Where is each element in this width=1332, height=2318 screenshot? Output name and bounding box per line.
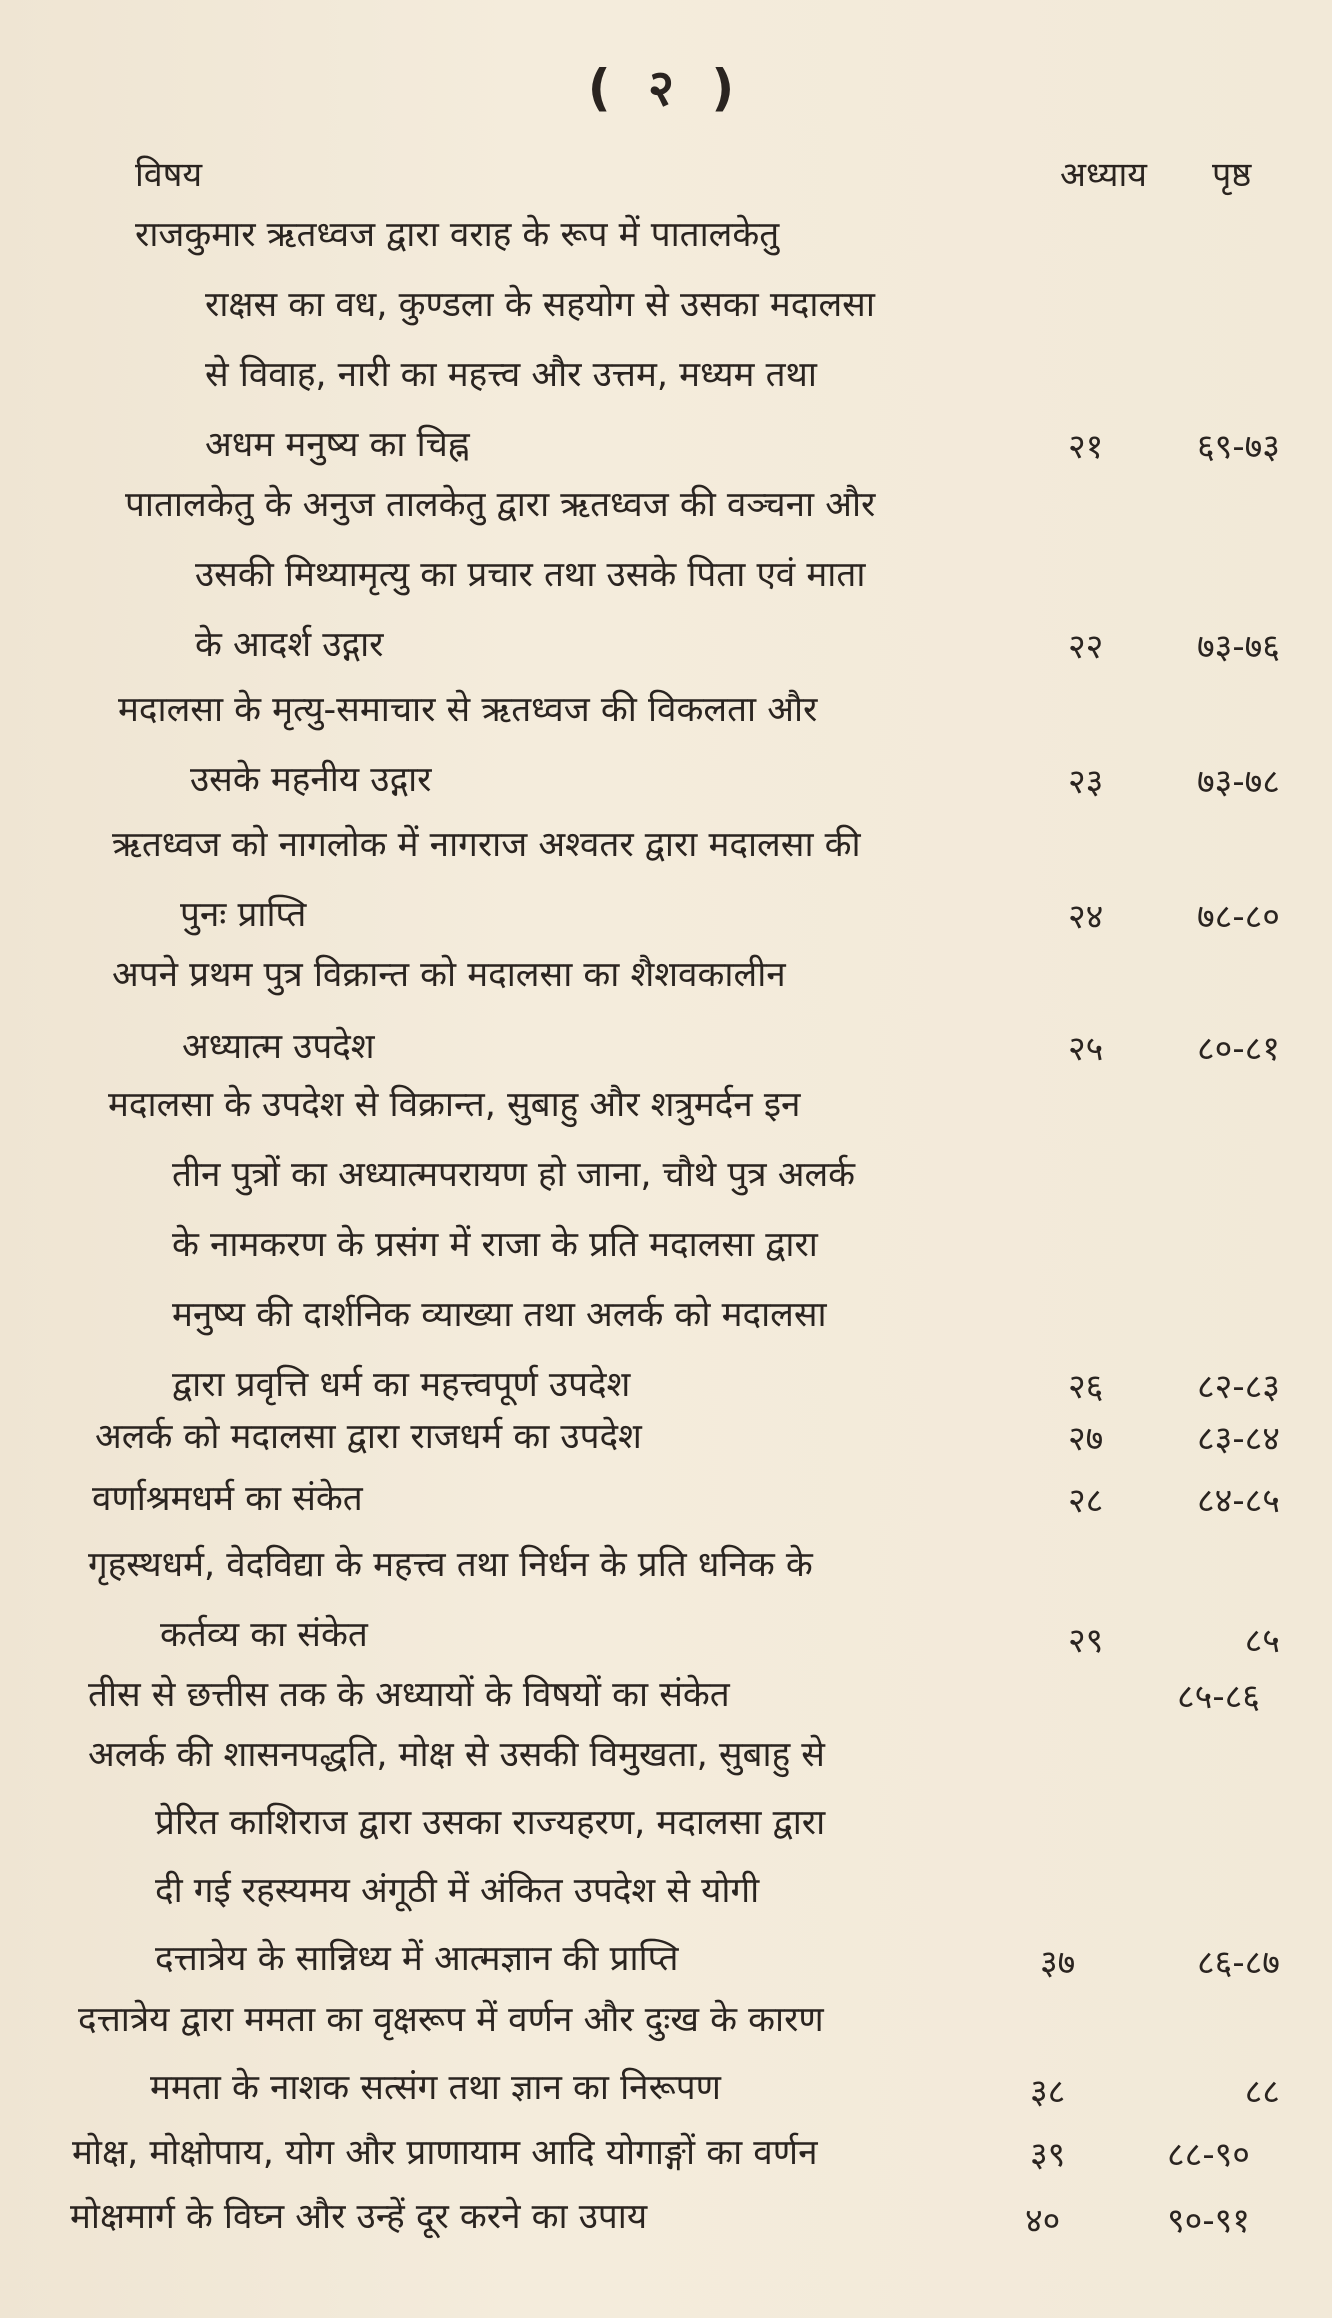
entry-text-line: गृहस्थधर्म, वेदविद्या के महत्त्व तथा निर्धन के प्रति धनिक के: [88, 1545, 813, 1585]
chapter-number: २६: [1068, 1367, 1104, 1407]
toc-entry: [0, 2128, 1332, 2188]
chapter-number: ३७: [1040, 1943, 1076, 1983]
toc-entry: [0, 2192, 1332, 2252]
toc-entry: [0, 1730, 1332, 1990]
toc-entry: [0, 820, 1332, 950]
page-range: ७८-८०: [1197, 897, 1280, 937]
page-range: ७३-७६: [1197, 627, 1280, 667]
column-header-subject: विषय: [135, 155, 203, 195]
toc-entry: [0, 950, 1332, 1080]
entry-text-line: मनुष्य की दार्शनिक व्याख्या तथा अलर्क को मदालसा: [172, 1295, 827, 1335]
chapter-number: २५: [1068, 1029, 1104, 1069]
toc-entry: [0, 1412, 1332, 1472]
toc-entry: [0, 1080, 1332, 1410]
page-range: ८६-८७: [1197, 1943, 1280, 1983]
column-header-page: पृष्ठ: [1212, 155, 1252, 195]
page-range: ६९-७३: [1197, 427, 1280, 467]
entry-text-line: कर्तव्य का संकेत: [160, 1615, 368, 1655]
entry-text-line: उसकी मिथ्यामृत्यु का प्रचार तथा उसके पिता एवं माता: [195, 555, 866, 595]
chapter-number: २८: [1068, 1481, 1104, 1521]
chapter-number: २७: [1068, 1419, 1104, 1459]
entry-text-line: से विवाह, नारी का महत्त्व और उत्तम, मध्यम तथा: [205, 355, 817, 395]
chapter-number: ३८: [1030, 2072, 1066, 2112]
page-range: ८४-८५: [1197, 1481, 1280, 1521]
toc-entry: [0, 480, 1332, 680]
toc-entry: [0, 685, 1332, 815]
entry-text-line: दत्तात्रेय द्वारा ममता का वृक्षरूप में वर्णन और दुःख के कारण: [78, 2000, 824, 2040]
chapter-number: २३: [1068, 762, 1104, 802]
page-range: ८८: [1244, 2072, 1280, 2112]
page-range: ८३-८४: [1197, 1419, 1280, 1459]
entry-text-line: दत्तात्रेय के सान्निध्य में आत्मज्ञान की प्राप्ति: [155, 1939, 679, 1979]
chapter-number: २२: [1068, 627, 1104, 667]
page-range: ९०-९१: [1167, 2201, 1250, 2241]
entry-text-line: अध्यात्म उपदेश: [182, 1027, 375, 1067]
chapter-number: २९: [1068, 1621, 1104, 1661]
entry-text-line: तीस से छत्तीस तक के अध्यायों के विषयों का संकेत: [88, 1675, 730, 1715]
entry-text-line: द्वारा प्रवृत्ति धर्म का महत्त्वपूर्ण उपदेश: [172, 1365, 631, 1405]
toc-entry: [0, 1995, 1332, 2125]
entry-text-line: तीन पुत्रों का अध्यात्मपरायण हो जाना, चौथे पुत्र अलर्क: [172, 1155, 856, 1195]
chapter-number: ४०: [1025, 2201, 1061, 2241]
entry-text-line: मदालसा के मृत्यु-समाचार से ऋतध्वज की विकलता और: [118, 690, 818, 730]
entry-text-line: उसके महनीय उद्गार: [190, 760, 432, 800]
page-range: ८५-८६: [1177, 1677, 1260, 1717]
entry-text-line: राजकुमार ऋतध्वज द्वारा वराह के रूप में पातालकेतु: [135, 215, 780, 255]
column-header-chapter: अध्याय: [1060, 155, 1148, 195]
entry-text-line: राक्षस का वध, कुण्डला के सहयोग से उसका मदालसा: [205, 285, 875, 325]
toc-entry: [0, 1540, 1332, 1670]
page-range: ७३-७८: [1197, 762, 1280, 802]
page-range: ८५: [1244, 1621, 1280, 1661]
entry-text-line: ममता के नाशक सत्संग तथा ज्ञान का निरूपण: [150, 2068, 721, 2108]
entry-text-line: अलर्क की शासनपद्धति, मोक्ष से उसकी विमुखता, सुबाहु से: [88, 1735, 825, 1775]
entry-text-line: पातालकेतु के अनुज तालकेतु द्वारा ऋतध्वज की वञ्चना और: [125, 485, 876, 525]
chapter-number: २१: [1068, 427, 1104, 467]
page-range: ८२-८३: [1197, 1367, 1280, 1407]
page-number: ( २ ): [587, 59, 745, 117]
page-range: ८०-८१: [1197, 1029, 1280, 1069]
entry-text-line: के नामकरण के प्रसंग में राजा के प्रति मदालसा द्वारा: [172, 1225, 818, 1265]
entry-text-line: अधम मनुष्य का चिह्न: [205, 425, 470, 465]
entry-text-line: मोक्षमार्ग के विघ्न और उन्हें दूर करने का उपाय: [70, 2197, 648, 2237]
toc-entry: [0, 1670, 1332, 1730]
entry-text-line: प्रेरित काशिराज द्वारा उसका राज्यहरण, मदालसा द्वारा: [155, 1803, 826, 1843]
entry-text-line: वर्णाश्रमधर्म का संकेत: [92, 1479, 363, 1519]
entry-text-line: के आदर्श उद्गार: [195, 625, 384, 665]
entry-text-line: अलर्क को मदालसा द्वारा राजधर्म का उपदेश: [95, 1417, 642, 1457]
chapter-number: ३९: [1030, 2135, 1066, 2175]
chapter-number: २४: [1068, 897, 1104, 937]
toc-entry: [0, 1474, 1332, 1534]
column-header-row: [0, 150, 1332, 210]
toc-entry: [0, 210, 1332, 467]
page-range: ८८-९०: [1167, 2135, 1250, 2175]
entry-text-line: अपने प्रथम पुत्र विक्रान्त को मदालसा का शैशवकालीन: [112, 955, 786, 995]
entry-text-line: दी गई रहस्यमय अंगूठी में अंकित उपदेश से योगी: [155, 1871, 760, 1911]
entry-text-line: मोक्ष, मोक्षोपाय, योग और प्राणायाम आदि योगाङ्गों का वर्णन: [72, 2133, 818, 2173]
entry-text-line: ऋतध्वज को नागलोक में नागराज अश्वतर द्वारा मदालसा की: [112, 825, 861, 865]
entry-text-line: पुनः प्राप्ति: [180, 895, 307, 935]
entry-text-line: मदालसा के उपदेश से विक्रान्त, सुबाहु और शत्रुमर्दन इन: [108, 1085, 801, 1125]
